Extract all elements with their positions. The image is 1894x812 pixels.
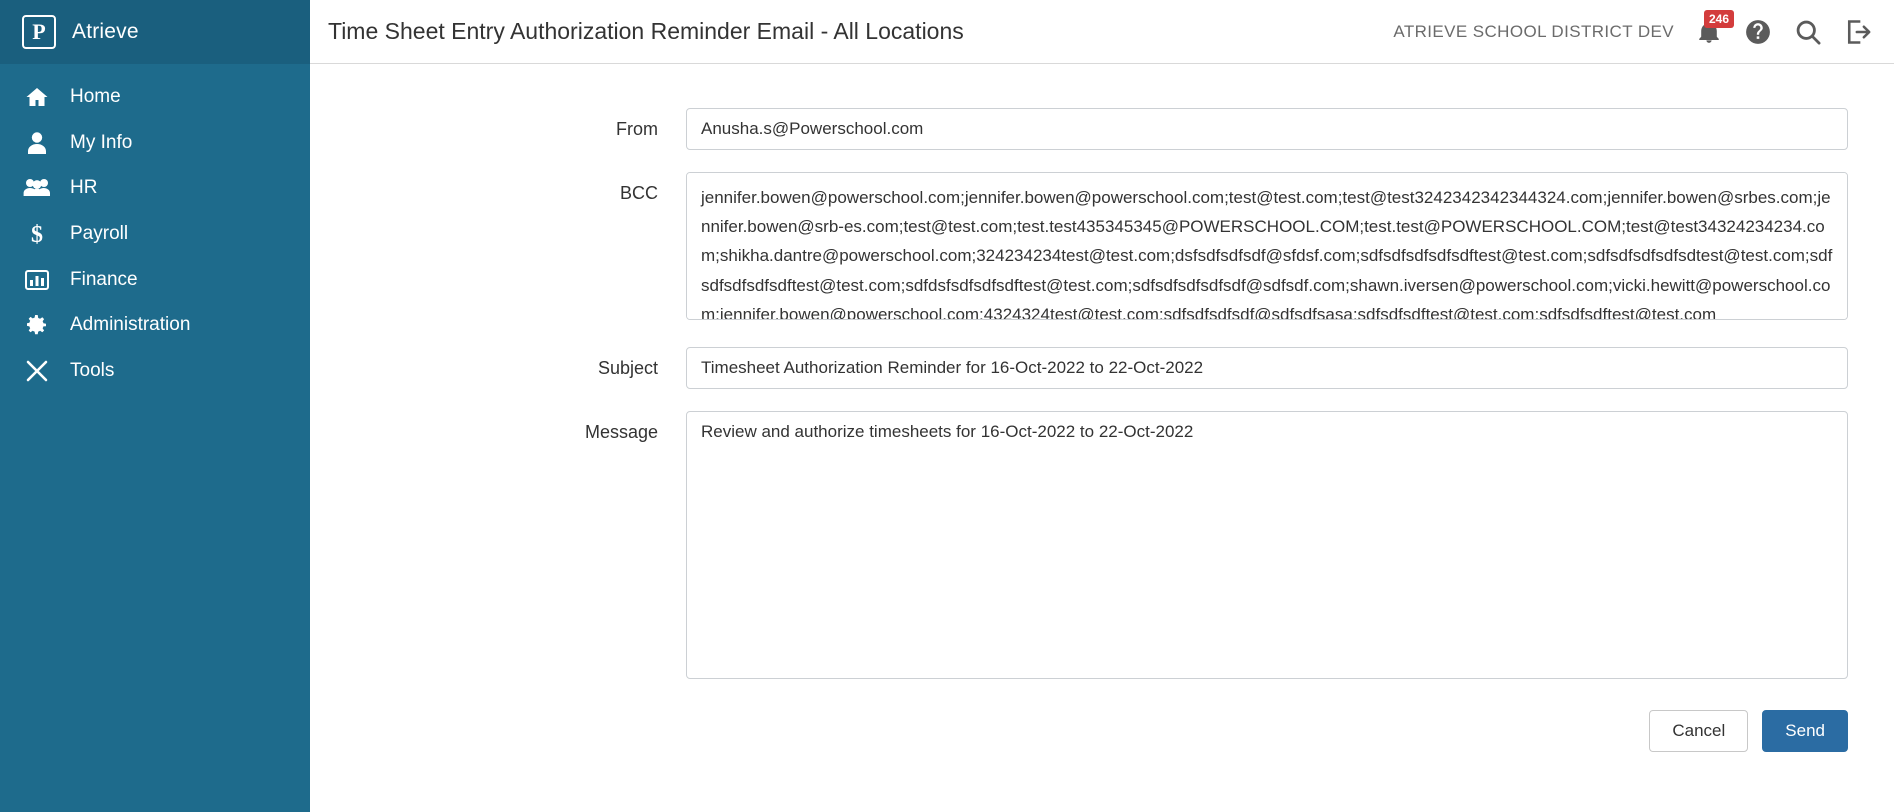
- sidebar-item-administration[interactable]: [0, 302, 310, 348]
- sidebar-item-my-info[interactable]: [0, 120, 310, 166]
- sidebar-item-payroll[interactable]: [0, 210, 310, 258]
- sidebar: [0, 0, 310, 812]
- message-textarea[interactable]: [686, 411, 1848, 679]
- sidebar-item-tools[interactable]: [0, 348, 310, 394]
- tools-icon: [22, 359, 52, 383]
- email-form: [310, 64, 1894, 812]
- from-label: From: [616, 119, 658, 139]
- district-name: ATRIEVE SCHOOL DISTRICT DEV: [1393, 21, 1674, 41]
- subject-input[interactable]: [686, 347, 1848, 389]
- message-field-wrap: [686, 411, 1848, 684]
- send-button[interactable]: Send: [1762, 710, 1848, 752]
- sidebar-nav: [0, 64, 310, 394]
- bcc-field-wrap: [686, 172, 1848, 325]
- brand[interactable]: [0, 0, 310, 64]
- dollar-icon: [22, 221, 52, 247]
- search-icon[interactable]: [1794, 18, 1822, 46]
- sidebar-item-label: HR: [70, 177, 98, 198]
- subject-field-wrap: [686, 347, 1848, 389]
- help-icon[interactable]: [1744, 18, 1772, 46]
- from-input[interactable]: [686, 108, 1848, 150]
- sidebar-item-label: Tools: [70, 360, 115, 381]
- gear-icon: [22, 313, 52, 337]
- sidebar-item-label: Home: [70, 86, 121, 107]
- form-actions: [356, 710, 1848, 752]
- user-icon: [22, 131, 52, 155]
- people-icon: [22, 177, 52, 199]
- sidebar-item-home[interactable]: [0, 74, 310, 120]
- brand-name: Atrieve: [72, 20, 139, 43]
- sidebar-item-label: Administration: [70, 314, 191, 335]
- svg-text:$: $: [31, 222, 43, 247]
- topbar-right: [1393, 11, 1872, 46]
- bcc-textarea[interactable]: [686, 172, 1848, 320]
- powerschool-logo-icon: [22, 15, 56, 49]
- topbar: [310, 0, 1894, 64]
- home-icon: [22, 85, 52, 109]
- from-row: [356, 108, 1848, 150]
- bcc-row: [356, 172, 1848, 325]
- sidebar-item-label: Payroll: [70, 223, 129, 244]
- sidebar-item-finance[interactable]: [0, 258, 310, 302]
- bcc-label: BCC: [619, 183, 658, 203]
- brand-logo-letter: P: [32, 19, 46, 44]
- logout-icon[interactable]: [1844, 18, 1872, 46]
- from-field-wrap: [686, 108, 1848, 150]
- cancel-button[interactable]: Cancel: [1649, 710, 1748, 752]
- notification-badge: 246: [1704, 10, 1734, 28]
- sidebar-item-label: Finance: [70, 269, 138, 290]
- page-title: Time Sheet Entry Authorization Reminder Email - All Locations: [328, 18, 964, 44]
- message-row: [356, 411, 1848, 684]
- bell-icon[interactable]: [1696, 11, 1729, 45]
- sidebar-item-hr[interactable]: [0, 166, 310, 210]
- chart-icon: [22, 269, 52, 291]
- main-area: [310, 0, 1894, 812]
- message-label: Message: [584, 422, 658, 442]
- sidebar-item-label: My Info: [70, 132, 133, 153]
- subject-row: [356, 347, 1848, 389]
- subject-label: Subject: [597, 358, 658, 378]
